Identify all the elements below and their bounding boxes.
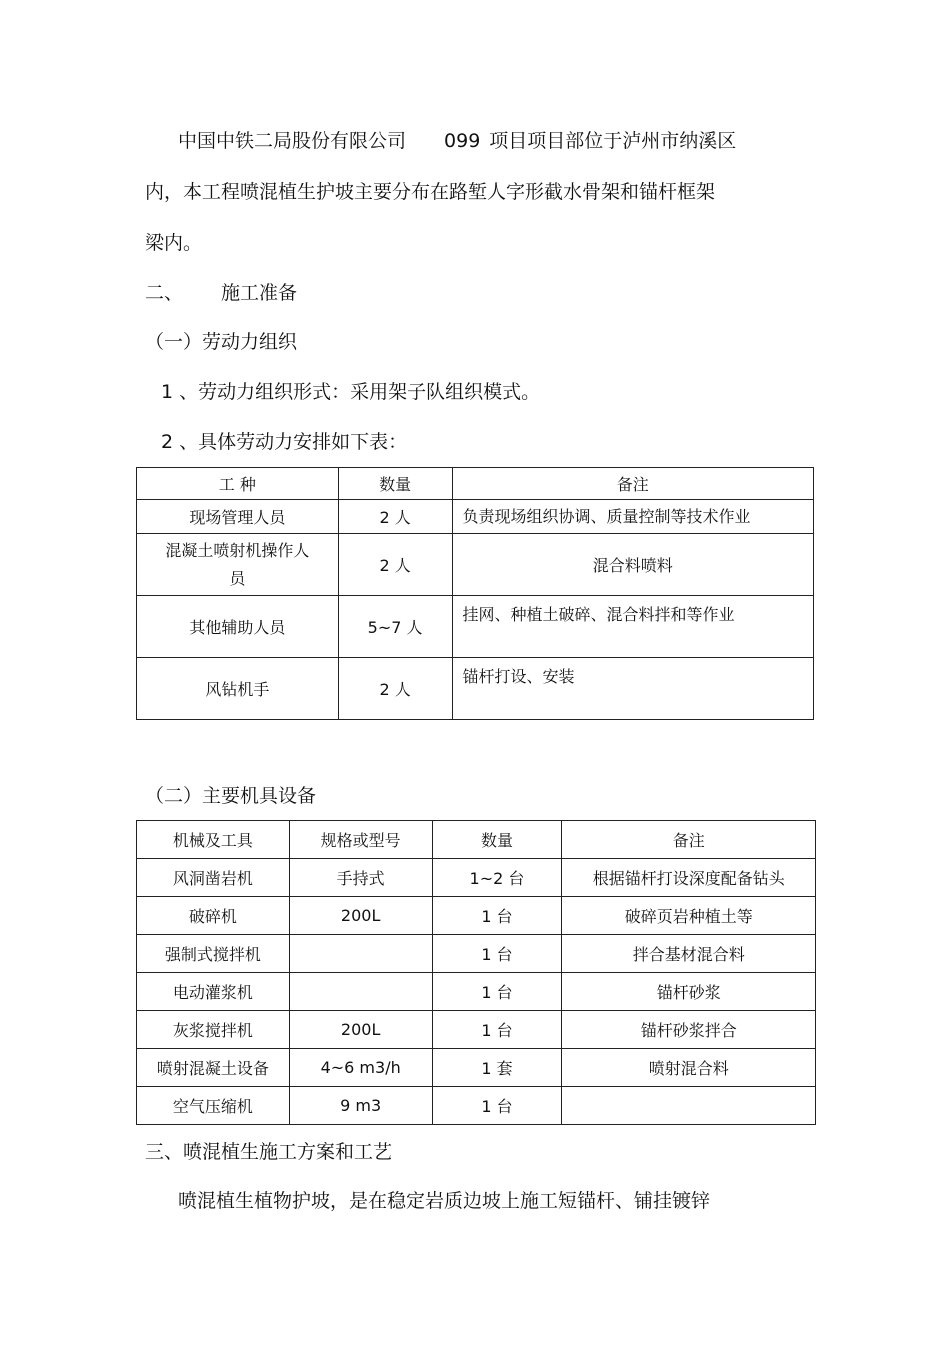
table-cell: 混合料喷料 [452,534,813,596]
table-header-row [137,821,816,859]
table-cell: 手持式 [289,859,432,897]
table-cell: 1 台 [432,935,562,973]
paragraph-line: 喷混植生植物护坡，是在稳定岩质边坡上施工短锚杆、铺挂镀锌 [178,1190,711,1212]
section-number: 二、 [145,282,184,304]
table-cell: 根据锚杆打设深度配备钻头 [562,859,816,897]
table-cell: 2 人 [338,500,452,534]
table-cell: 破碎页岩种植土等 [562,897,816,935]
column-header: 数量 [338,468,452,500]
table-cell: 200L [289,1011,432,1049]
table-row [137,897,816,935]
table-cell: 1 台 [432,1087,562,1125]
table-cell: 1 台 [432,973,562,1011]
intro-line-1 [178,129,736,153]
intro-project-number: 099 [444,130,481,152]
table-cell: 喷射混凝土设备 [137,1049,290,1087]
equipment-table [136,820,816,1125]
intro-line-2: 内，本工程喷混植生护坡主要分布在路堑人字形截水骨架和锚杆框架 [145,181,716,203]
table-row [137,859,816,897]
table-cell: 现场管理人员 [137,500,339,534]
table-cell: 其他辅助人员 [137,596,339,658]
column-header: 备注 [562,821,816,859]
table-row [137,1087,816,1125]
table-cell: 锚杆砂浆 [562,973,816,1011]
intro-line-3: 梁内。 [145,232,203,254]
section-heading-3: 三、喷混植生施工方案和工艺 [145,1141,393,1163]
table-cell: 空气压缩机 [137,1087,290,1125]
table-row [137,534,814,596]
table-row [137,935,816,973]
table-cell: 1 台 [432,897,562,935]
column-header: 机械及工具 [137,821,290,859]
table-row [137,1049,816,1087]
table-cell: 混凝土喷射机操作人 员 [137,534,339,596]
table-cell: 2 人 [338,534,452,596]
table-row [137,596,814,658]
table-cell [289,973,432,1011]
column-header: 工 种 [137,468,339,500]
list-item-1: 1 、劳动力组织形式：采用架子队组织模式。 [161,381,541,403]
table-cell: 锚杆打设、安装 [452,658,813,720]
table-cell: 1 台 [432,1011,562,1049]
table-cell: 负责现场组织协调、质量控制等技术作业 [452,500,813,534]
table-cell: 200L [289,897,432,935]
column-header: 规格或型号 [289,821,432,859]
table-cell: 喷射混合料 [562,1049,816,1087]
table-cell: 强制式搅拌机 [137,935,290,973]
column-header: 数量 [432,821,562,859]
list-item-2: 2 、具体劳动力安排如下表： [161,431,408,453]
table-cell: 拌合基材混合料 [562,935,816,973]
table-row [137,658,814,720]
section-title: 施工准备 [221,282,298,304]
table-cell [562,1087,816,1125]
subsection-heading-equipment: （二）主要机具设备 [145,785,317,807]
intro-location: 项目项目部位于泸州市纳溪区 [489,130,737,152]
table-cell: 电动灌浆机 [137,973,290,1011]
table-cell: 风钻机手 [137,658,339,720]
table-cell: 4~6 m3/h [289,1049,432,1087]
subsection-heading-labor: （一）劳动力组织 [145,331,298,353]
table-cell [289,935,432,973]
table-cell: 5~7 人 [338,596,452,658]
labor-table [136,467,814,720]
table-cell: 9 m3 [289,1087,432,1125]
intro-company: 中国中铁二局股份有限公司 [178,130,407,152]
table-row [137,500,814,534]
table-cell: 锚杆砂浆拌合 [562,1011,816,1049]
table-cell: 1 套 [432,1049,562,1087]
table-header-row [137,468,814,500]
section-heading [145,281,297,305]
table-cell: 灰浆搅拌机 [137,1011,290,1049]
table-cell: 2 人 [338,658,452,720]
table-row [137,973,816,1011]
table-row [137,1011,816,1049]
table-cell: 1~2 台 [432,859,562,897]
table-cell: 挂网、种植土破碎、混合料拌和等作业 [452,596,813,658]
table-cell: 风洞凿岩机 [137,859,290,897]
column-header: 备注 [452,468,813,500]
table-cell: 破碎机 [137,897,290,935]
